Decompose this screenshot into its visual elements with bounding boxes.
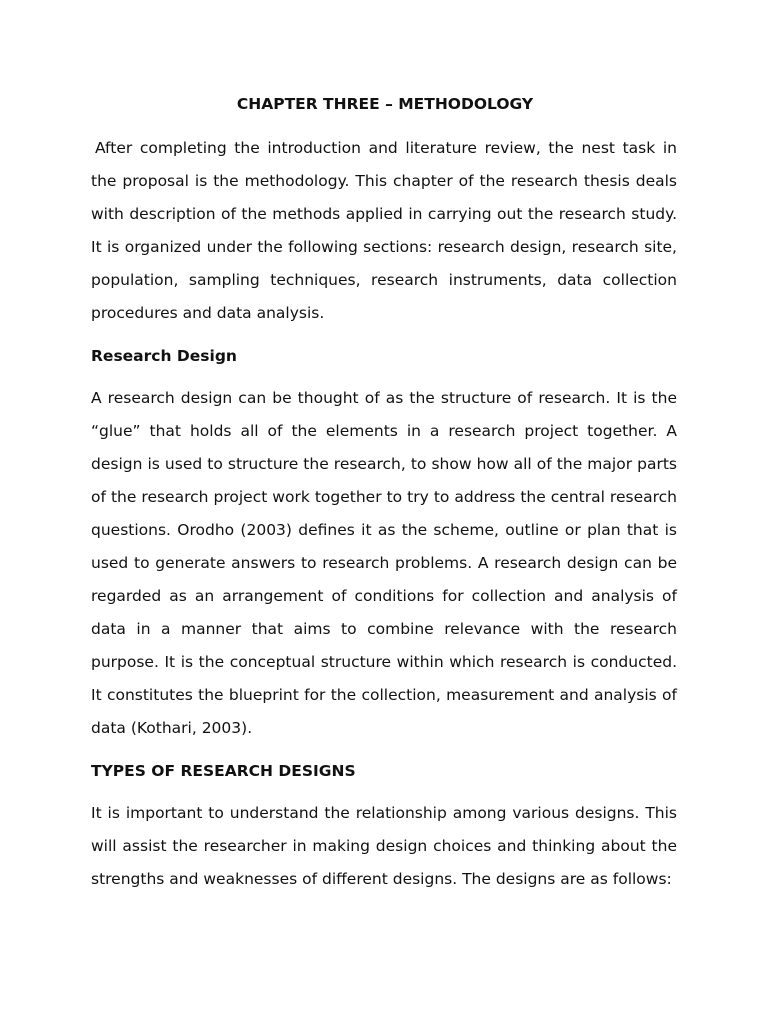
types-paragraph: It is important to understand the relationship among various designs. This will assist the researcher in making design choices and thinking about the strengths and weaknesses of different designs. The designs are as follows: — [91, 804, 677, 888]
research-design-paragraph: A research design can be thought of as the structure of research. It is the “glue” that holds all of the elements in a research project together. A design is used to structure the research, to show how all of the major parts of the research project work together to try to address the central research questions. Orodho (2003) defines it as the scheme, outline or plan that is used to generate answers to research problems. A research design can be regarded as an arrangement of conditions for collection and analysis of data in a manner that aims to combine relevance with the research purpose. It is the conceptual structure within which research is conducted. It constitutes the blueprint for the collection, measurement and analysis of data (Kothari, 2003). — [91, 389, 677, 737]
research-design-heading: Research Design — [91, 347, 237, 365]
types-of-research-designs-heading: TYPES OF RESEARCH DESIGNS — [91, 762, 356, 780]
chapter-title: CHAPTER THREE – METHODOLOGY — [236, 95, 534, 113]
intro-paragraph: After completing the introduction and literature review, the nest task in the proposal is the methodology. This chapter of the research thesis deals with description of the methods applied in carrying out the research study. It is organized under the following sections: research design, research site, population, sampling techniques, research instruments, data collection procedures and data analysis. — [91, 139, 677, 322]
document-content — [91, 93, 677, 911]
